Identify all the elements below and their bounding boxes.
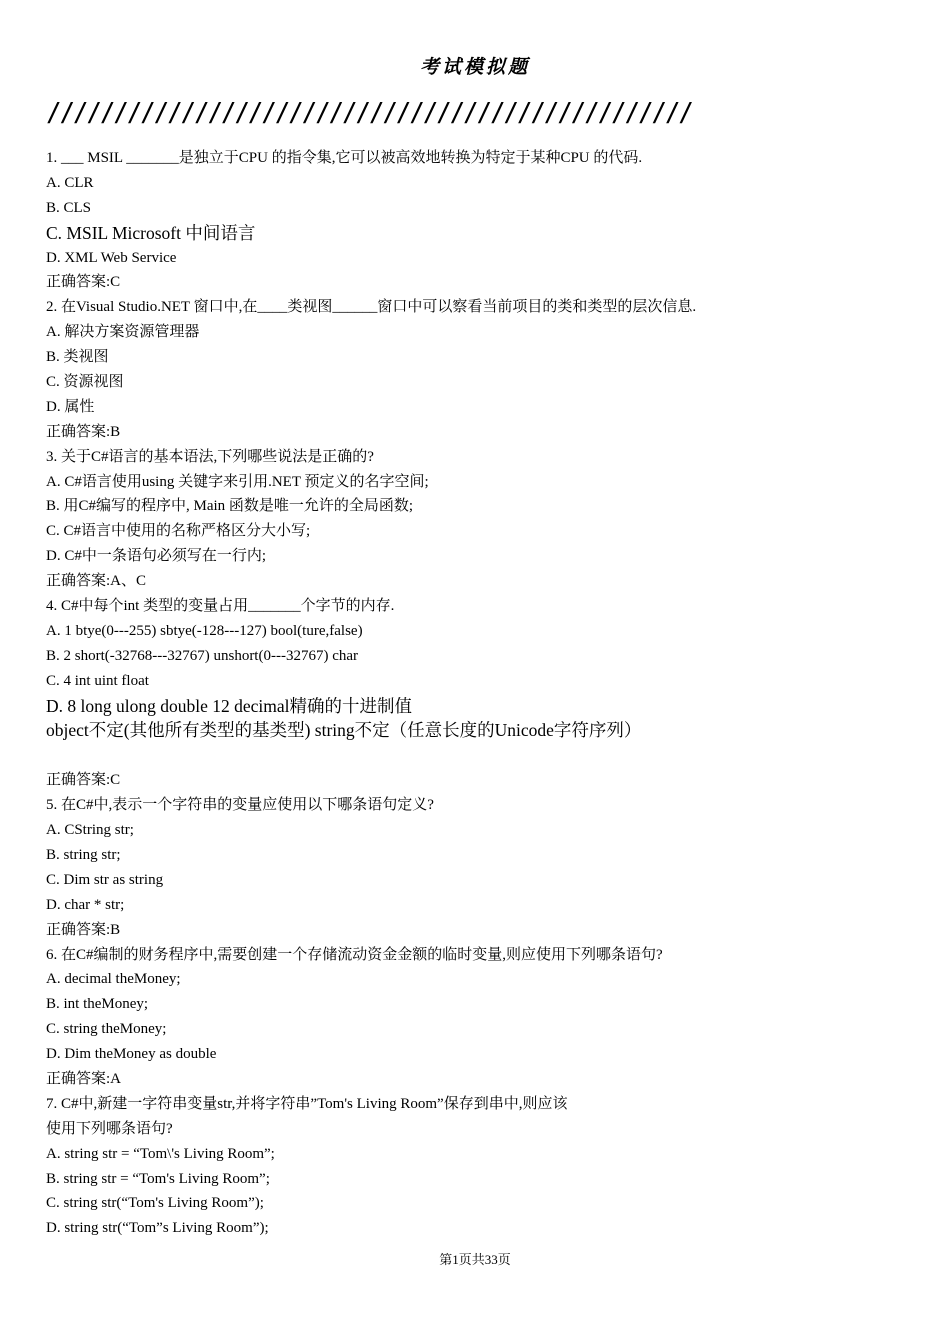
text-line: 正确答案:A、C <box>46 573 147 590</box>
text-line: 使用下列哪条语句? <box>46 1120 173 1137</box>
text-line: A. C#语言使用using 关键字来引用.NET 预定义的名字空间; <box>46 473 429 490</box>
text-line: B. string str = “Tom's Living Room”; <box>46 1170 270 1187</box>
text-line: C. C#语言中使用的名称严格区分大小写; <box>46 523 311 540</box>
text-line: object不定(其他所有类型的基类型) string不定（任意长度的Unicode字符序列） <box>46 720 642 741</box>
text-line: D. string str(“Tom”s Living Room”); <box>46 1220 269 1237</box>
text-line: A. CLR <box>46 174 94 191</box>
text-line: D. Dim theMoney as double <box>46 1046 217 1063</box>
text-line: 正确答案:C <box>46 274 121 291</box>
text-line: B. int theMoney; <box>46 996 149 1013</box>
text-line: A. string str = “Tom\'s Living Room”; <box>46 1145 275 1162</box>
text-line: C. string theMoney; <box>46 1021 167 1038</box>
text-line: C. string str(“Tom's Living Room”); <box>46 1195 264 1212</box>
text-line: D. char * str; <box>46 896 125 913</box>
text-line: C. 4 int uint float <box>46 672 149 689</box>
text-line: B. 用C#编写的程序中, Main 函数是唯一允许的全局函数; <box>46 498 414 515</box>
text-line: A. 解决方案资源管理器 <box>46 324 200 341</box>
page-title: 考试模拟题 <box>419 57 530 78</box>
text-line: A. CString str; <box>46 822 134 839</box>
text-line: B. 类视图 <box>46 349 109 366</box>
text-line: 1. ___ MSIL _______是独立于CPU 的指令集,它可以被高效地转换为特定于某种CPU 的代码. <box>46 150 643 166</box>
text-line <box>46 743 916 768</box>
page-footer: 第1页共33页 <box>439 1252 511 1267</box>
text-line: 正确答案:C <box>46 772 121 789</box>
question-list <box>46 146 916 1241</box>
text-line: 7. C#中,新建一字符串变量str,并将字符串”Tom's Living Room”保存到串中,则应该 <box>46 1095 568 1112</box>
text-line: 6. 在C#编制的财务程序中,需要创建一个存储流动资金金额的临时变量,则应使用下列哪条语句? <box>46 946 663 963</box>
text-line: C. Dim str as string <box>46 871 164 888</box>
text-line: D. C#中一条语句必须写在一行内; <box>46 548 267 565</box>
text-line: D. 8 long ulong double 12 decimal精确的十进制值 <box>46 695 413 716</box>
text-line: 5. 在C#中,表示一个字符串的变量应使用以下哪条语句定义? <box>46 797 434 814</box>
text-line: C. MSIL Microsoft 中间语言 <box>46 222 256 243</box>
text-line: 2. 在Visual Studio.NET 窗口中,在____类视图______窗口中可以察看当前项目的类和类型的层次信息. <box>46 299 697 316</box>
text-line: A. 1 btye(0---255) sbtye(-128---127) bool(ture,false) <box>46 622 363 639</box>
divider-line: //////////////////////////////////////////////// <box>46 98 692 128</box>
text-line: 3. 关于C#语言的基本语法,下列哪些说法是正确的? <box>46 448 374 465</box>
text-line: 正确答案:A <box>46 1070 122 1087</box>
text-line: C. 资源视图 <box>46 374 124 391</box>
text-line: B. string str; <box>46 846 121 863</box>
text-line: 正确答案:B <box>46 423 121 440</box>
text-line: B. 2 short(-32768---32767) unshort(0---32767) char <box>46 647 359 664</box>
text-line: A. decimal theMoney; <box>46 971 181 988</box>
text-line: B. CLS <box>46 199 92 216</box>
text-line: 正确答案:B <box>46 921 121 938</box>
text-line: D. 属性 <box>46 398 95 415</box>
text-line: D. XML Web Service <box>46 249 177 266</box>
text-line: 4. C#中每个int 类型的变量占用_______个字节的内存. <box>46 598 395 615</box>
